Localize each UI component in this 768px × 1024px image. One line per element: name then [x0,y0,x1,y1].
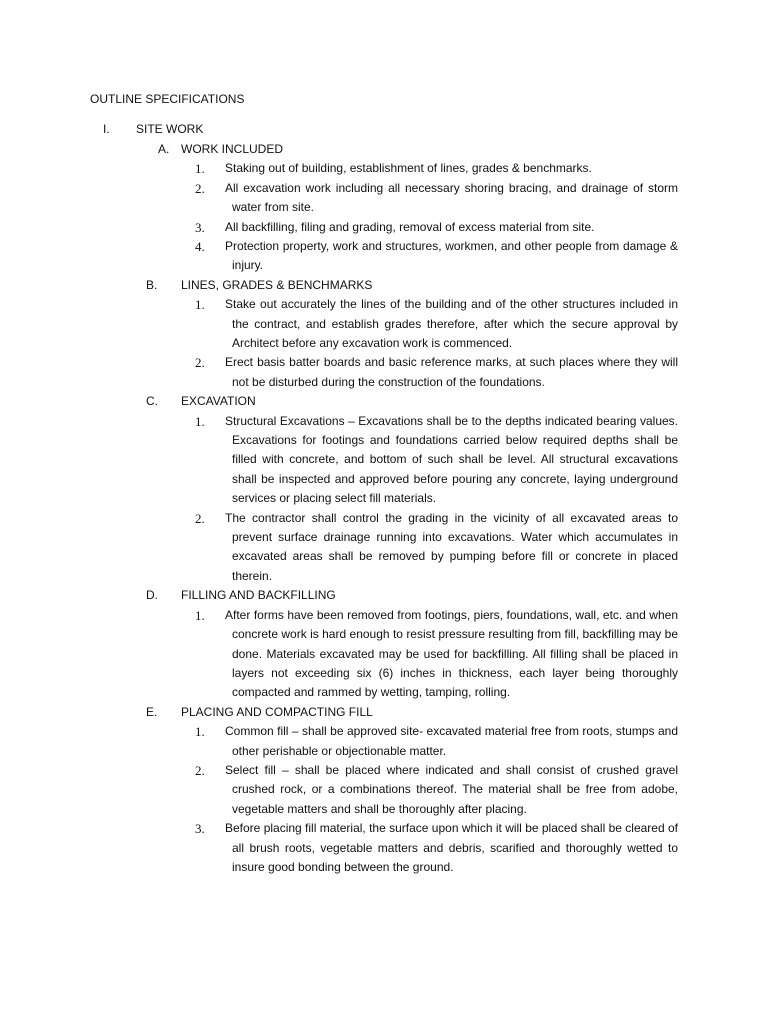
list-item-number: 3. [195,821,205,837]
section-number: I. [103,122,110,136]
list-item-number: 1. [195,297,205,313]
list-item-number: 1. [195,607,205,623]
list-item-text: The contractor shall control the grading in the vicinity of all excavated areas to prevent surface drainage running into excavations. Water which accumulates in excavated areas shall be removed by pumping before fill or concrete in placed therein. [225,510,678,583]
subsection-letter: E. [146,704,158,719]
list-item-number: 1. [195,161,205,177]
section-title: SITE WORK [136,122,204,136]
list-item-text: Select fill – shall be placed where indicated and shall consist of crushed gravel crushed rock, or a combinations thereof. The material shall be free from adobe, vegetable matters and shall be thoroughly after placing. [225,762,678,816]
document-title: OUTLINE SPECIFICATIONS [90,92,245,106]
subsection-title: LINES, GRADES & BENCHMARKS [181,277,373,292]
subsection-heading [0,703,768,722]
list-item-number: 3. [195,219,205,235]
list-item-text: Before placing fill material, the surface upon which it will be placed shall be cleared of all brush roots, vegetable matters and debris, scarified and thoroughly wetted to insure good bonding between the ground. [225,821,678,874]
list-item [0,353,768,392]
list-item [0,237,768,276]
list-item-number: 2. [195,510,205,526]
list-item-number: 2. [195,762,205,778]
outline-content [0,140,768,877]
list-item-number: 2. [195,180,205,196]
subsection-letter: D. [146,588,158,603]
subsection-title: WORK INCLUDED [181,142,284,156]
list-item-text: Common fill – shall be approved site- excavated material free from roots, stumps and other perishable or objectionable matter. [225,724,678,758]
subsection-heading [0,276,768,295]
list-item-number: 2. [195,355,205,371]
list-item-text: All excavation work including all necessary shoring bracing, and drainage of storm water from site. [225,180,678,215]
list-item-text: Stake out accurately the lines of the building and of the other structures included in the contract, and establish grades therefore, after which the secure approval by Architect before any excavation work is commenced. [225,297,678,351]
list-item [0,761,768,819]
list-item [0,295,768,353]
list-item-text: Protection property, work and structures, workmen, and other people from damage & injury. [225,239,678,273]
list-item [0,509,768,587]
list-item-number: 1. [195,724,205,740]
subsection-heading [0,586,768,605]
subsection-title: FILLING AND BACKFILLING [181,588,336,603]
subsection-letter: A. [158,142,170,156]
subsection-heading [0,392,768,411]
subsection-title: EXCAVATION [181,394,256,409]
list-item [0,606,768,703]
list-item-text: Staking out of building, establishment of lines, grades & benchmarks. [225,161,592,176]
subsection-title: PLACING AND COMPACTING FILL [181,704,373,719]
list-item [0,179,768,218]
subsection-heading [0,140,768,159]
list-item [0,819,768,877]
subsection-letter: B. [146,277,158,292]
list-item-number: 1. [195,413,205,429]
list-item-text: All backfilling, filing and grading, removal of excess material from site. [225,219,595,234]
list-item [0,412,768,509]
subsection-letter: C. [146,394,158,409]
list-item [0,722,768,761]
list-item-number: 4. [195,239,205,255]
list-item-text: Structural Excavations – Excavations shall be to the depths indicated bearing values. Excavations for footings and foundations carried below required depths shall be filled with concrete, and bottom of such shall be level. All structural excavations shall be inspected and approved before pouring any concrete, laying underground services or placing select fill materials. [225,413,678,506]
list-item-text: Erect basis batter boards and basic reference marks, at such places where they will not be disturbed during the construction of the foundations. [225,355,678,389]
list-item [0,159,768,178]
list-item [0,218,768,237]
list-item-text: After forms have been removed from footings, piers, foundations, wall, etc. and when concrete work is hard enough to resist pressure resulting from fill, backfilling may be done. Materials excavated may be used for backfilling. All filling shall be placed in layers not exceeding six (6) inches in thickness, each layer being thoroughly compacted and rammed by wetting, tamping, rolling. [225,607,678,700]
